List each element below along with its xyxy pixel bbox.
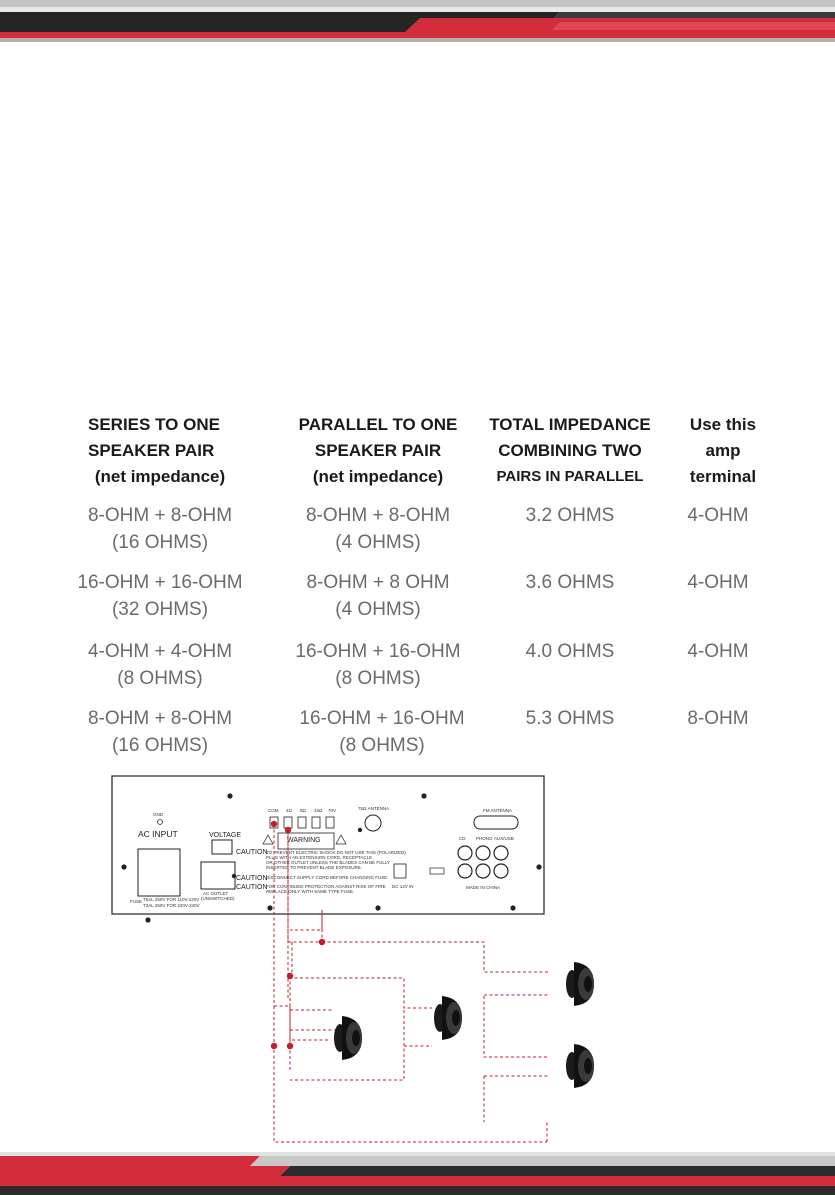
row4-total: 5.3 OHMS bbox=[525, 708, 615, 729]
row1-total: 3.2 OHMS bbox=[525, 505, 615, 526]
made-in-label: MADE IN CHINA bbox=[466, 885, 501, 890]
terminal-70v-label: 70V bbox=[328, 808, 337, 813]
terminal-8-label: 8Ω bbox=[300, 808, 306, 813]
header-terminal bbox=[672, 412, 774, 490]
header-terminal-line1: Use this bbox=[689, 415, 757, 434]
caution-label-3: CAUTION bbox=[236, 884, 268, 891]
row4-series-value: 8-OHM + 8-OHM bbox=[87, 708, 233, 729]
warning-line-3: OR OTHER OUTLET UNLESS THE BLADES CAN BE FULLY bbox=[266, 860, 391, 865]
row2-series bbox=[60, 569, 260, 623]
warning-line-4: INSERTED TO PREVENT BLADE EXPOSURE. bbox=[266, 865, 362, 870]
antenna-75-label: 75Ω ANTENNA bbox=[358, 806, 390, 811]
warning-label: WARNING bbox=[287, 837, 321, 844]
header-parallel-line2: SPEAKER PAIR bbox=[314, 441, 442, 460]
header-series-line1: SERIES TO ONE bbox=[88, 415, 220, 434]
dc-input-label: DC 12V IN bbox=[392, 884, 414, 889]
row4-series bbox=[60, 705, 260, 759]
row2-total: 3.6 OHMS bbox=[525, 572, 615, 593]
row1-parallel bbox=[278, 502, 478, 556]
outlet-note-2: (UNSWITCHED) bbox=[201, 896, 235, 901]
header-terminal-line3: terminal bbox=[689, 467, 757, 486]
fm-antenna-label: FM ANTENNA bbox=[483, 808, 513, 813]
voltage-label: VOLTAGE bbox=[209, 832, 242, 839]
header-series-line3: (net impedance) bbox=[94, 467, 226, 486]
row3-series-value: 4-OHM + 4-OHM bbox=[87, 641, 233, 662]
caution-text-3a: FOR CONTINUED PROTECTION AGAINST RISK OF FIRE bbox=[266, 884, 386, 889]
header-parallel-line3: (net impedance) bbox=[312, 467, 444, 486]
ac-input-label: AC INPUT bbox=[138, 829, 178, 839]
caution-label-1: CAUTION bbox=[236, 849, 268, 856]
jack-aux-label: AUX/USB bbox=[494, 836, 514, 841]
gnd-label: GND bbox=[153, 812, 163, 817]
caution-text-3b: REPLACE ONLY WITH SAME TYPE FUSE. bbox=[266, 889, 355, 894]
row3-parallel-net: (8 OHMS) bbox=[335, 668, 421, 689]
row1-parallel-value: 8-OHM + 8-OHM bbox=[305, 505, 451, 526]
header-series-line2: SPEAKER PAIR bbox=[88, 441, 215, 460]
fuse-label: FUSE bbox=[130, 899, 143, 904]
terminal-com-label: COM bbox=[268, 808, 279, 813]
row2-series-value: 16-OHM + 16-OHM bbox=[77, 572, 243, 593]
caution-label-2: CAUTION bbox=[236, 875, 268, 882]
row3-series-net: (8 OHMS) bbox=[117, 668, 203, 689]
row3-terminal: 4-OHM bbox=[687, 641, 749, 662]
header-total bbox=[480, 412, 660, 490]
row2-parallel-net: (4 OHMS) bbox=[335, 599, 421, 620]
row2-terminal: 4-OHM bbox=[687, 572, 749, 593]
bottom-decorative-band bbox=[0, 1152, 835, 1195]
jack-phono-label: PHONO bbox=[476, 836, 493, 841]
row3-parallel-value: 16-OHM + 16-OHM bbox=[295, 641, 461, 662]
row2-parallel-value: 8-OHM + 8 OHM bbox=[306, 572, 450, 593]
header-series bbox=[70, 412, 250, 490]
row3-parallel bbox=[278, 638, 478, 692]
row2-parallel bbox=[278, 569, 478, 623]
top-decorative-band bbox=[0, 0, 835, 48]
row3-series bbox=[60, 638, 260, 692]
row4-parallel-value: 16-OHM + 16-OHM bbox=[299, 708, 465, 729]
header-parallel-line1: PARALLEL TO ONE bbox=[298, 415, 458, 434]
fuse-text-2: T3AL 250V FOR 220V-240V bbox=[143, 903, 200, 908]
header-parallel bbox=[288, 412, 468, 490]
header-terminal-line2: amp bbox=[705, 441, 741, 460]
warning-line-1: TO PREVENT ELECTRIC SHOCK DO NOT USE THIS (POLARIZED) bbox=[266, 850, 406, 855]
caution-text-2: DISCONNECT SUPPLY CORD BEFORE CHANGING FUSE bbox=[266, 875, 388, 880]
speaker-icon-4 bbox=[566, 1044, 594, 1088]
row3-total: 4.0 OHMS bbox=[525, 641, 615, 662]
terminal-4-label: 4Ω bbox=[286, 808, 292, 813]
speaker-icon-3 bbox=[566, 962, 594, 1006]
fuse-text-1: T5AL 250V FOR 110V-120V bbox=[143, 897, 200, 902]
row4-terminal: 8-OHM bbox=[687, 708, 749, 729]
speaker-icon-1 bbox=[334, 1016, 362, 1060]
row1-series-value: 8-OHM + 8-OHM bbox=[87, 505, 233, 526]
row1-parallel-net: (4 OHMS) bbox=[335, 532, 421, 553]
terminal-16-label: 16Ω bbox=[314, 808, 323, 813]
warning-line-2: PLUG WITH AN EXTENSION CORD, RECEPTACLE bbox=[266, 855, 373, 860]
speaker-icon-2 bbox=[434, 996, 462, 1040]
header-total-line3: PAIRS IN PARALLEL bbox=[496, 468, 644, 485]
row1-series-net: (16 OHMS) bbox=[111, 532, 209, 553]
header-total-line2: COMBINING TWO bbox=[498, 441, 642, 460]
row1-terminal: 4-OHM bbox=[687, 505, 749, 526]
row1-series bbox=[60, 502, 260, 556]
outlet-note-1: AC OUTLET bbox=[203, 891, 229, 896]
row4-series-net: (16 OHMS) bbox=[111, 735, 209, 756]
row2-series-net: (32 OHMS) bbox=[111, 599, 209, 620]
wiring-diagram bbox=[0, 770, 835, 1150]
row4-parallel-net: (8 OHMS) bbox=[339, 735, 425, 756]
row4-parallel bbox=[282, 705, 482, 759]
jack-cd-label: CD bbox=[459, 836, 466, 841]
header-total-line1: TOTAL IMPEDANCE bbox=[489, 415, 651, 434]
